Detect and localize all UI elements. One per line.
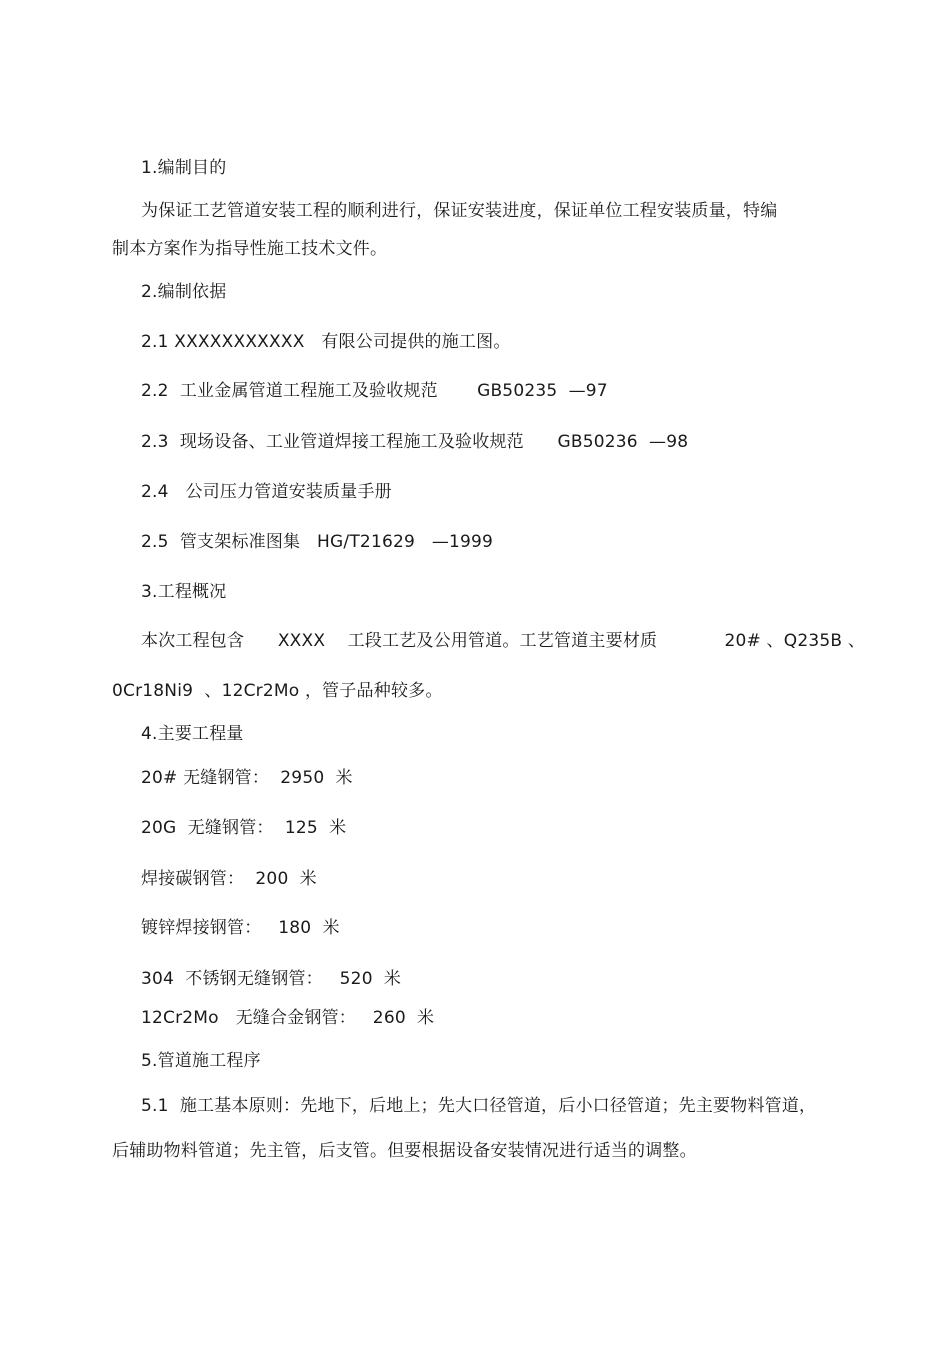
- basis-item-2-5: 2.5 管支架标准图集 HG/T21629 —1999: [141, 532, 494, 552]
- heading-quantities: 4.主要工程量: [141, 724, 244, 744]
- quantity-item: 12Cr2Mo 无缝合金钢管： 260 米: [141, 1008, 435, 1028]
- paragraph-purpose-line-2: 制本方案作为指导性施工技术文件。: [112, 239, 388, 259]
- basis-item-2-4: 2.4 公司压力管道安装质量手册: [141, 482, 392, 502]
- paragraph-purpose-line-1: 为保证工艺管道安装工程的顺利进行，保证安装进度，保证单位工程安装质量，特编: [141, 201, 778, 221]
- quantity-item: 镀锌焊接钢管： 180 米: [141, 918, 340, 938]
- heading-overview: 3.工程概况: [141, 582, 227, 602]
- paragraph-overview-line-1: 本次工程包含 XXXX 工段工艺及公用管道。工艺管道主要材质 20# 、Q235B 、: [141, 631, 866, 651]
- paragraph-procedure-line-1: 5.1 施工基本原则：先地下，后地上；先大口径管道，后小口径管道；先主要物料管道，: [141, 1096, 817, 1116]
- basis-item-2-1: 2.1 XXXXXXXXXXX 有限公司提供的施工图。: [141, 332, 511, 352]
- heading-basis: 2.编制依据: [141, 282, 227, 302]
- quantity-item: 20# 无缝钢管： 2950 米: [141, 768, 353, 788]
- basis-item-2-3: 2.3 现场设备、工业管道焊接工程施工及验收规范 GB50236 —98: [141, 432, 689, 452]
- heading-procedure: 5.管道施工程序: [141, 1051, 261, 1071]
- paragraph-procedure-line-2: 后辅助物料管道；先主管，后支管。但要根据设备安装情况进行适当的调整。: [112, 1141, 697, 1161]
- paragraph-overview-line-2: 0Cr18Ni9 、12Cr2Mo ，管子品种较多。: [112, 681, 443, 701]
- basis-item-2-2: 2.2 工业金属管道工程施工及验收规范 GB50235 —97: [141, 381, 608, 401]
- quantity-item: 20G 无缝钢管： 125 米: [141, 818, 347, 838]
- quantity-item: 304 不锈钢无缝钢管： 520 米: [141, 969, 402, 989]
- quantity-item: 焊接碳钢管： 200 米: [141, 869, 317, 889]
- heading-purpose: 1.编制目的: [141, 158, 227, 178]
